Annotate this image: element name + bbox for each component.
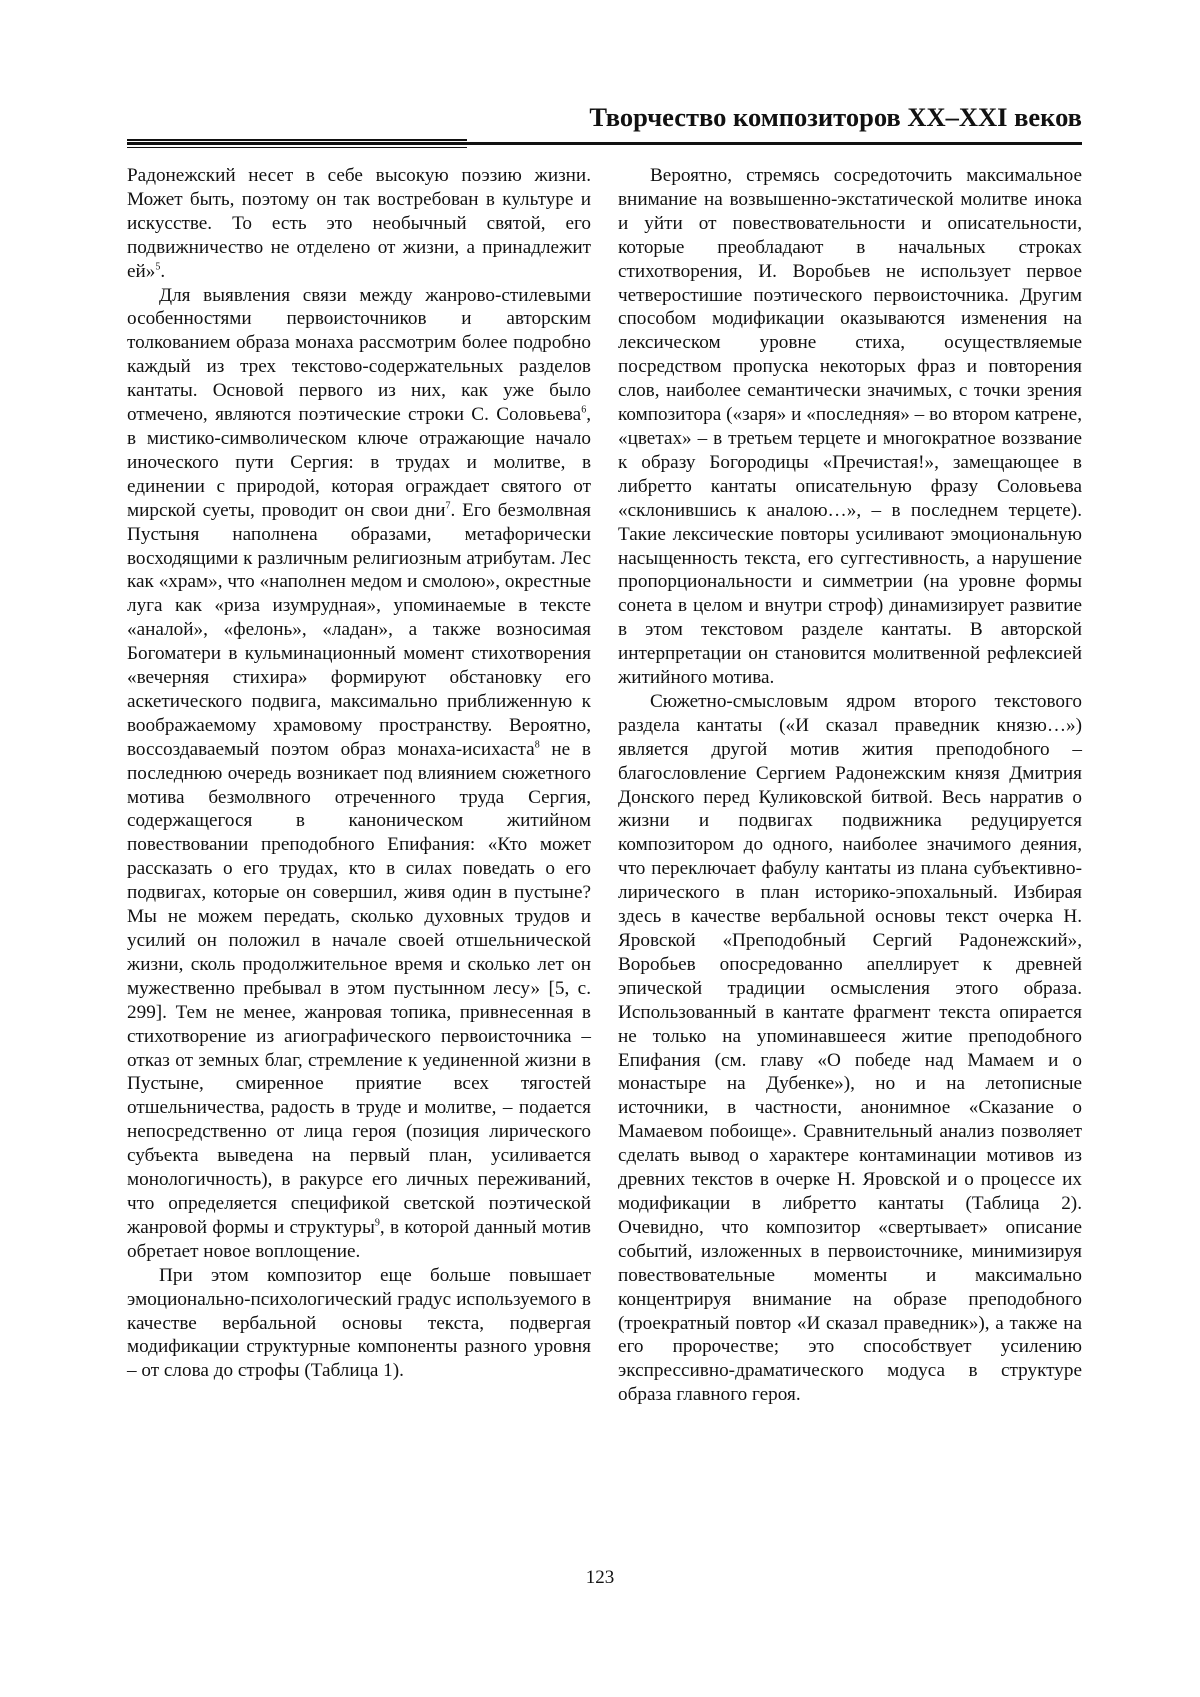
paragraph: Радонежский несет в себе высокую поэзию жизни. Может быть, поэтому он так востребован в культуре и искусстве. То есть это необычный святой, его подвижничество не отделено от жизни, а принадлежит ей»$^5$. xyxy=(127,165,591,282)
paragraph-text: . Его безмолвная Пустыня наполнена образами, метафорически восходящими к различным религиозным атрибутам. Лес как «храм», что «наполнен медом и смолою», окрестные луга как «риза изумрудная», упоминаемые в тексте «аналой», «фелонь», «ладан», а также возносимая Богоматери в кульминационный момент стихотворения «вечерняя стихира» формируют обстановку его аскетического подвига, максимально приближенную к воображаемому храмовому пространству. Вероятно, воссоздаваемый поэтом образ монаха-исихаста xyxy=(127,499,591,760)
paragraph: При этом композитор еще больше повышает эмоционально-психологический градус используемого в качестве вербальной основы текста, подвергая модификации структурные компоненты разного уровня – от слова до строфы (Таблица 1). xyxy=(127,1264,591,1382)
footnote-ref: 6 xyxy=(581,404,587,416)
footnote-ref: 7 xyxy=(445,500,451,512)
paragraph-text: Радонежский несет в себе высокую поэзию жизни. Может быть, поэтому он так востребован в культуре и искусстве. То есть это необычный святой, его подвижничество не отделено от жизни, а принадлежит ей» xyxy=(127,165,591,282)
paragraph: Сюжетно-смысловым ядром второго текстового раздела кантаты («И сказал праведник князю…») является другой мотив жития преподобного – благословление Сергием Радонежским князя Дмитрия Донского перед Куликовской битвой. Весь нарратив о жизни и подвигах подвижника редуцируется композитором до одного, наиболее значимого деяния, что переключает фабулу кантаты из плана субъективно-лирического в план историко-эпохальный. Избирая здесь в качестве вербальной основы текст очерка Н. Яровской «Преподобный Сергий Радонежский», Воробьев опосредованно апеллирует к древней эпической традиции осмысления этого образа. Использованный в кантате фрагмент текста опирается не только на упоминавшееся житие преподобного Епифания (см. главу «О победе над Мамаем и о монастыре на Дубенке»), но и на летописные источники, в частности, анонимное «Сказание о Мамаевом побоище». Сравнительный анализ позволяет сделать вывод о характере контаминации мотивов из древних текстов в очерке Н. Яровской и о процессе их модификации в либретто кантаты (Таблица 2). Очевидно, что композитор «свертывает» описание событий, изложенных в первоисточнике, минимизируя повествовательные моменты и максимально концентрируя внимание на образе преподобного (троекратный повтор «И сказал праведник»), а также на его пророчестве; это способствует усилению экспрессивно-драматического модуса в структуре образа главного героя. xyxy=(618,690,1082,1406)
paragraph-text: , в которой данный мотив обретает новое воплощение. xyxy=(127,1216,591,1262)
paragraph-text: , в мистико-символическом ключе отражающие начало иноческого пути Сергия: в трудах и молитве, в единении с природой, которая ограждает святого от мирской суеты, проводит он свои дни xyxy=(127,404,591,521)
paragraph xyxy=(127,284,591,1264)
running-title: Творчество композиторов XX–XXI веков xyxy=(589,102,1082,132)
footnote-ref: 5 xyxy=(155,261,161,273)
paragraph-text: не в последнюю очередь возникает под влиянием сюжетного мотива безмолвного отреченного труда Сергия, содержащегося в каноническом житийном повествовании преподобного Епифания: «Кто может рассказать о его трудах, кто в силах поведать о его подвигах, которые он совершил, живя один в пустыне? Мы не можем передать, сколько духовных трудов и усилий он положил в начале своей отшельнической жизни, сколь продолжительное время и сколько лет он мужественно пребывал в этом пустынном лесу» [5, с. 299]. Тем не менее, жанровая топика, привнесенная в стихотворение из агиографического первоисточника – отказ от земных благ, стремление к уединенной жизни в Пустыне, смиренное приятие всех тягостей отшельничества, радость в труде и молитве, – подается непосредственно от лица героя (позиция лирического субъекта выведена на первый план, усиливается монологичность), в ракурсе его личных переживаний, что определяется спецификой светской поэтической жанровой формы и структуры xyxy=(127,738,591,1238)
right-column xyxy=(618,164,1082,1407)
header-rule-thin xyxy=(127,147,467,148)
footnote-ref: 9 xyxy=(374,1217,380,1229)
header-rule-long xyxy=(127,142,1082,145)
paragraph: Вероятно, стремясь сосредоточить максимальное внимание на возвышенно-экстатической молитве инока и уйти от повествовательности и описательности, которые преобладают в начальных строках стихотворения, И. Воробьев не использует первое четверостишие поэтического первоисточника. Другим способом модификации оказываются изменения на лексическом уровне стиха, осуществляемые посредством пропуска некоторых фраз и повторения слов, наиболее семантически значимых, с точки зрения композитора («заря» и «последняя» – во втором катрене, «цветах» – в третьем терцете и многократное воззвание к образу Богородицы «Пречистая!», замещающее в либретто кантаты описательную фразу Соловьева «склонившись к аналою…», – в последнем терцете). Такие лексические повторы усиливают эмоциональную насыщенность текста, его суггестивность, а нарушение пропорциональности и симметрии (на уровне формы сонета в целом и внутри строф) динамизирует развитие в этом текстовом разделе кантаты. В авторской интерпретации он становится молитвенной рефлексией житийного мотива. xyxy=(618,165,1082,689)
footnote-ref: 8 xyxy=(534,739,540,751)
header-rule-thick xyxy=(127,139,467,141)
page-number: 123 xyxy=(585,1567,615,1588)
paragraph-text: Для выявления связи между жанрово-стилевыми особенностями первоисточников и авторским толкованием образа монаха рассмотрим более подробно каждый из трех текстово-содержательных разделов кантаты. Основой первого из них, как уже было отмечено, являются поэтические строки С. Соловьева xyxy=(127,284,591,426)
left-column xyxy=(127,164,591,1383)
